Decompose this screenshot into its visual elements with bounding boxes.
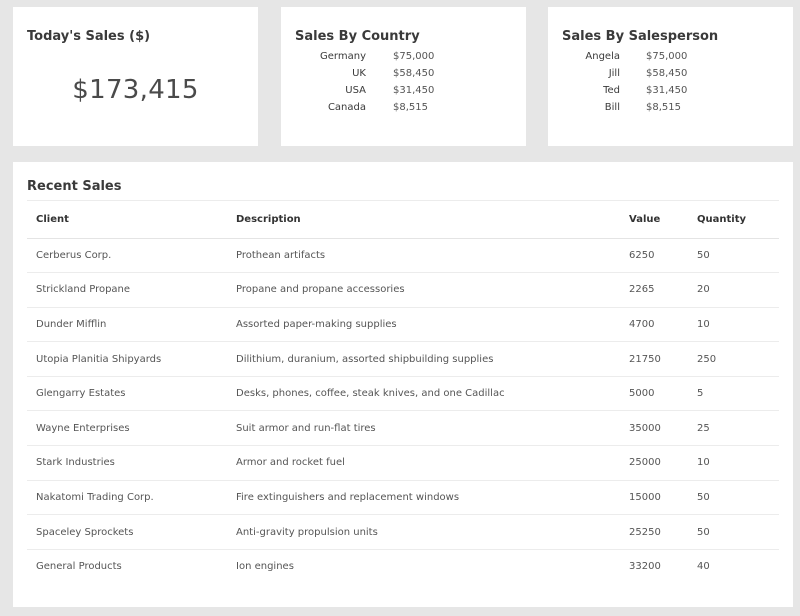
quantity-cell: 5 (688, 376, 779, 411)
todays-sales-card (13, 7, 258, 146)
table-row[interactable] (27, 307, 779, 342)
client-cell: Nakatomi Trading Corp. (27, 480, 227, 515)
quantity-cell: 250 (688, 342, 779, 377)
value-cell: 2265 (620, 273, 688, 308)
client-cell: General Products (36, 561, 122, 573)
description-cell: Suit armor and run-flat tires (227, 411, 620, 446)
client-cell: Wayne Enterprises (27, 411, 227, 446)
quantity-cell: 40 (697, 561, 710, 573)
country-amount: $58,450 (393, 68, 435, 79)
salesperson-amount: $75,000 (646, 51, 688, 62)
country-amount: $8,515 (393, 102, 428, 113)
quantity-cell: 50 (688, 515, 779, 550)
salesperson-row (548, 48, 793, 65)
value-cell: 33200 (629, 561, 661, 573)
table-header-row (27, 202, 779, 238)
salesperson-name: Angela (585, 51, 620, 62)
column-header-client[interactable]: Client (27, 202, 227, 238)
table-row[interactable] (27, 515, 779, 550)
client-cell: Stark Industries (27, 446, 227, 481)
value-cell: 35000 (620, 411, 688, 446)
sales-by-country-title: Sales By Country (295, 29, 420, 44)
recent-sales-table (27, 202, 779, 584)
table-row[interactable] (27, 342, 779, 377)
salesperson-name: Bill (604, 102, 620, 113)
value-cell: 25250 (620, 515, 688, 550)
table-row[interactable] (27, 549, 779, 584)
table-row[interactable] (27, 376, 779, 411)
quantity-cell: 50 (688, 238, 779, 273)
client-cell: Spaceley Sprockets (27, 515, 227, 550)
country-name: Germany (320, 51, 366, 62)
country-row (281, 48, 526, 65)
value-cell: 25000 (620, 446, 688, 481)
sales-by-salesperson-card (548, 7, 793, 146)
description-cell: Desks, phones, coffee, steak knives, and one Cadillac (227, 376, 620, 411)
quantity-cell: 20 (688, 273, 779, 308)
quantity-cell: 10 (688, 446, 779, 481)
quantity-cell: 50 (688, 480, 779, 515)
client-cell: Strickland Propane (27, 273, 227, 308)
salesperson-amount: $58,450 (646, 68, 688, 79)
salesperson-amount: $31,450 (646, 85, 688, 96)
country-row (281, 99, 526, 116)
description-cell: Dilithium, duranium, assorted shipbuilding supplies (227, 342, 620, 377)
value-cell: 21750 (620, 342, 688, 377)
quantity-cell: 25 (688, 411, 779, 446)
description-cell: Assorted paper-making supplies (227, 307, 620, 342)
salesperson-row (548, 99, 793, 116)
column-header-quantity[interactable]: Quantity (688, 202, 779, 238)
value-cell: 15000 (620, 480, 688, 515)
sales-by-salesperson-title: Sales By Salesperson (562, 29, 719, 44)
client-cell: Cerberus Corp. (27, 238, 227, 273)
value-cell: 4700 (620, 307, 688, 342)
description-cell: Ion engines (236, 561, 294, 573)
table-row[interactable] (27, 411, 779, 446)
table-row[interactable] (27, 273, 779, 308)
client-cell: Glengarry Estates (27, 376, 227, 411)
table-row[interactable] (27, 238, 779, 273)
sales-by-country-card (281, 7, 526, 146)
country-name: UK (352, 68, 366, 79)
country-name: Canada (327, 102, 366, 113)
country-amount: $31,450 (393, 85, 435, 96)
value-cell: 6250 (620, 238, 688, 273)
salesperson-row (548, 65, 793, 82)
sales-by-salesperson-list (548, 48, 793, 116)
description-cell: Fire extinguishers and replacement windows (227, 480, 620, 515)
description-cell: Propane and propane accessories (227, 273, 620, 308)
quantity-cell: 10 (688, 307, 779, 342)
description-cell: Armor and rocket fuel (227, 446, 620, 481)
recent-sales-card (13, 162, 793, 607)
client-cell: Utopia Planitia Shipyards (27, 342, 227, 377)
country-row (281, 82, 526, 99)
description-cell: Anti-gravity propulsion units (227, 515, 620, 550)
table-row[interactable] (27, 446, 779, 481)
todays-sales-title: Today's Sales ($) (27, 29, 151, 44)
client-cell: Dunder Mifflin (27, 307, 227, 342)
column-header-description[interactable]: Description (227, 202, 620, 238)
country-name: USA (345, 85, 366, 96)
column-header-value[interactable]: Value (620, 202, 688, 238)
sales-by-country-list (281, 48, 526, 116)
recent-sales-title: Recent Sales (27, 179, 122, 194)
salesperson-amount: $8,515 (646, 102, 681, 113)
value-cell: 5000 (620, 376, 688, 411)
country-row (281, 65, 526, 82)
salesperson-name: Ted (603, 85, 620, 96)
salesperson-row (548, 82, 793, 99)
description-cell: Prothean artifacts (227, 238, 620, 273)
table-row[interactable] (27, 480, 779, 515)
country-amount: $75,000 (393, 51, 435, 62)
title-divider (27, 200, 779, 201)
todays-sales-total: $173,415 (72, 75, 199, 105)
salesperson-name: Jill (608, 68, 620, 79)
